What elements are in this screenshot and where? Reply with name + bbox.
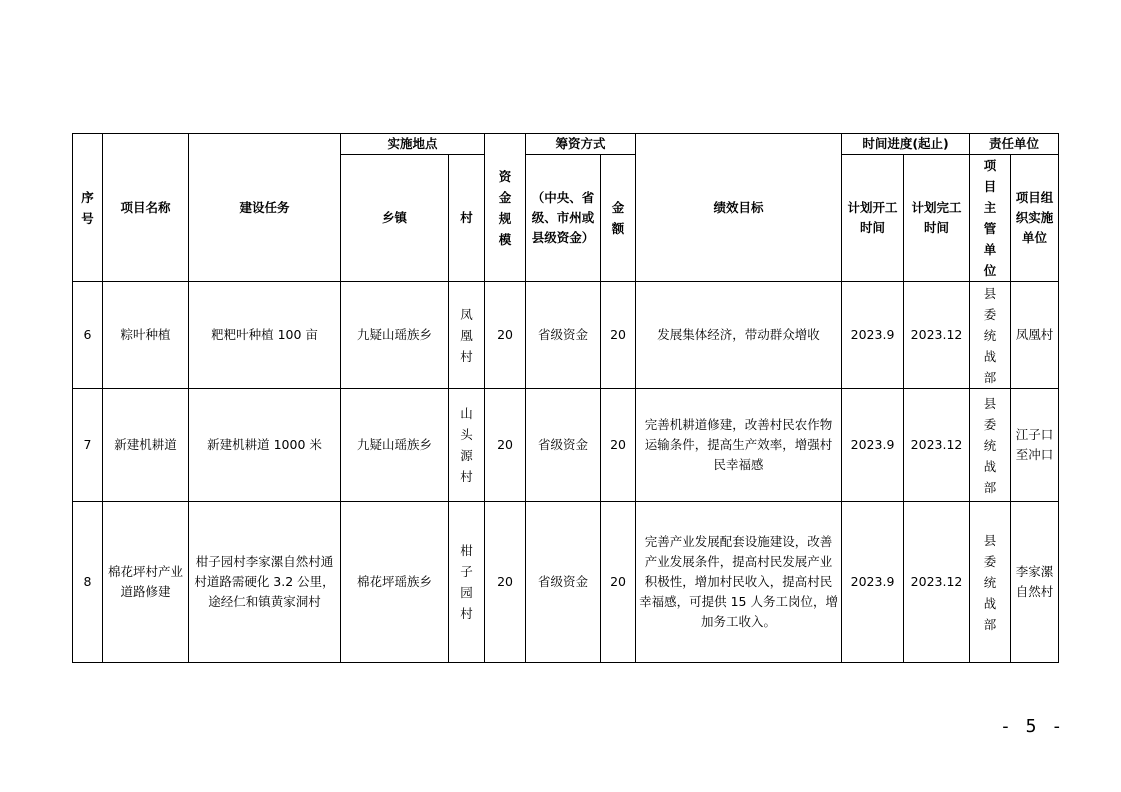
- header-goal: 绩效目标: [636, 134, 842, 282]
- cell-village: 柑 子 园 村: [449, 502, 485, 663]
- cell-amount: 20: [601, 502, 636, 663]
- header-name: 项目名称: [103, 134, 189, 282]
- cell-authority: 县 委 统 战 部: [970, 282, 1011, 389]
- cell-scale: 20: [485, 389, 526, 502]
- cell-township: 九疑山瑶族乡: [341, 389, 449, 502]
- cell-name: 棉花坪村产业道路修建: [103, 502, 189, 663]
- page-number: - 5 -: [1000, 716, 1065, 737]
- cell-end: 2023.12: [904, 502, 970, 663]
- cell-seq: 7: [73, 389, 103, 502]
- project-table: [72, 133, 1059, 663]
- cell-goal: 完善机耕道修建，改善村民农作物运输条件，提高生产效率，增强村民幸福感: [636, 389, 842, 502]
- cell-township: 棉花坪瑶族乡: [341, 502, 449, 663]
- cell-seq: 8: [73, 502, 103, 663]
- cell-start: 2023.9: [842, 502, 904, 663]
- cell-task: 新建机耕道 1000 米: [189, 389, 341, 502]
- cell-implementer: 江子口至冲口: [1011, 389, 1059, 502]
- cell-start: 2023.9: [842, 282, 904, 389]
- cell-start: 2023.9: [842, 389, 904, 502]
- cell-seq: 6: [73, 282, 103, 389]
- cell-village: 凤 凰 村: [449, 282, 485, 389]
- header-seq: 序 号: [73, 134, 103, 282]
- table-row: [73, 282, 1059, 389]
- table-row: [73, 389, 1059, 502]
- header-scale: 资 金 规 模: [485, 134, 526, 282]
- cell-township: 九疑山瑶族乡: [341, 282, 449, 389]
- header-funding: 筹资方式: [526, 134, 636, 155]
- header-start: 计划开工时间: [842, 155, 904, 282]
- cell-goal: 发展集体经济，带动群众增收: [636, 282, 842, 389]
- table-row: [73, 502, 1059, 663]
- cell-goal: 完善产业发展配套设施建设，改善产业发展条件，提高村民发展产业积极性，增加村民收入，提高村民幸福感，可提供 15 人务工岗位，增加务工收入。: [636, 502, 842, 663]
- cell-name: 粽叶种植: [103, 282, 189, 389]
- cell-scale: 20: [485, 282, 526, 389]
- cell-name: 新建机耕道: [103, 389, 189, 502]
- cell-end: 2023.12: [904, 282, 970, 389]
- cell-village: 山 头 源 村: [449, 389, 485, 502]
- cell-scale: 20: [485, 502, 526, 663]
- cell-amount: 20: [601, 389, 636, 502]
- header-location: 实施地点: [341, 134, 485, 155]
- header-responsible: 责任单位: [970, 134, 1059, 155]
- cell-end: 2023.12: [904, 389, 970, 502]
- cell-authority: 县 委 统 战 部: [970, 389, 1011, 502]
- header-amount: 金 额: [601, 155, 636, 282]
- cell-implementer: 凤凰村: [1011, 282, 1059, 389]
- header-task: 建设任务: [189, 134, 341, 282]
- header-township: 乡镇: [341, 155, 449, 282]
- cell-source: 省级资金: [526, 502, 601, 663]
- cell-source: 省级资金: [526, 282, 601, 389]
- header-end: 计划完工时间: [904, 155, 970, 282]
- header-schedule: 时间进度(起止): [842, 134, 970, 155]
- header-implementer: 项目组织实施单位: [1011, 155, 1059, 282]
- cell-implementer: 李家漯自然村: [1011, 502, 1059, 663]
- cell-authority: 县 委 统 战 部: [970, 502, 1011, 663]
- cell-task: 柑子园村李家漯自然村通村道路需硬化 3.2 公里，途经仁和镇黄家洞村: [189, 502, 341, 663]
- header-authority: 项 目 主 管 单 位: [970, 155, 1011, 282]
- header-village: 村: [449, 155, 485, 282]
- cell-task: 粑粑叶种植 100 亩: [189, 282, 341, 389]
- header-source: （中央、省级、市州或县级资金）: [526, 155, 601, 282]
- cell-amount: 20: [601, 282, 636, 389]
- cell-source: 省级资金: [526, 389, 601, 502]
